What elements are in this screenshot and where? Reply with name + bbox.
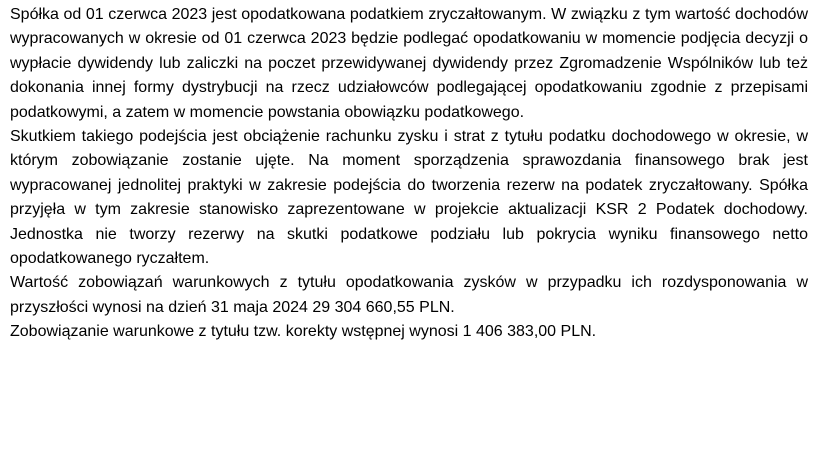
document-body <box>10 3 808 345</box>
paragraph-contingent-liabilities: Wartość zobowiązań warunkowych z tytułu opodatkowania zysków w przypadku ich rozdysponowania w przyszłości wynosi na dzień 31 maja 2024 29 304 660,55 PLN. <box>10 274 808 316</box>
paragraph-initial-correction: Zobowiązanie warunkowe z tytułu tzw. korekty wstępnej wynosi 1 406 383,00 PLN. <box>10 323 597 341</box>
paragraph-tax-status: Spółka od 01 czerwca 2023 jest opodatkowana podatkiem zryczałtowanym. W związku z tym wartość dochodów wypracowanych w okresie od 01 czerwca 2023 będzie podlegać opodatkowaniu w momencie podjęcia decyzji o wypłacie dywidendy lub zaliczki na poczet przewidywanej dywidendy przez Zgromadzenie Wspólników lub też dokonania innej formy dystrybucji na rzecz udziałowców podlegającej opodatkowaniu zgodnie z przepisami podatkowymi, a zatem w momencie powstania obowiązku podatkowego. <box>10 6 808 121</box>
paragraph-provision-policy: Skutkiem takiego podejścia jest obciążenie rachunku zysku i strat z tytułu podatku dochodowego w okresie, w którym zobowiązanie zostanie ujęte. Na moment sporządzenia sprawozdania finansowego brak jest wypracowanej jednolitej praktyki w zakresie podejścia do tworzenia rezerw na podatek zryczałtowany. Spółka przyjęła w tym zakresie stanowisko zaprezentowane w projekcie aktualizacji KSR 2 Podatek dochodowy. Jednostka nie tworzy rezerwy na skutki podatkowe podziału lub pokrycia wyniku finansowego netto opodatkowanego ryczałtem. <box>10 128 808 268</box>
